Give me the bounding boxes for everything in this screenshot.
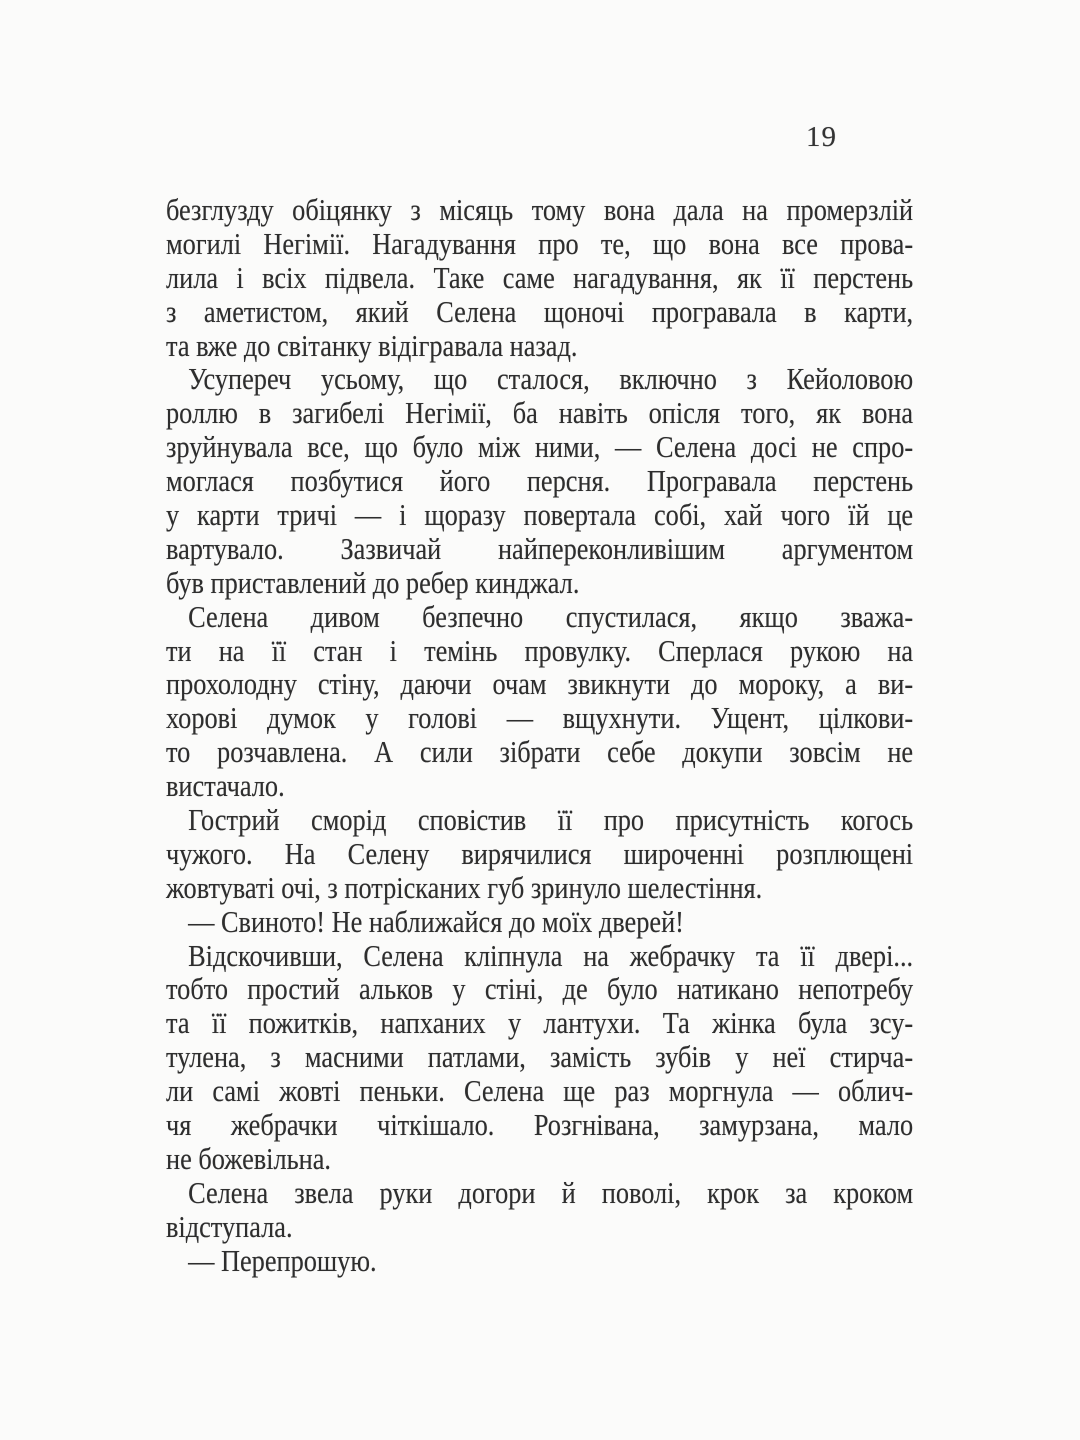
- text-line: то розчавлена. А сили зібрати себе докупи зовсім не: [166, 734, 914, 770]
- paragraph: [166, 600, 913, 803]
- text-line: Відскочивши, Селена кліпнула на жебрачку та її двері...: [188, 937, 914, 973]
- text-line: жовтуваті очі, з потрісканих губ зринуло шелестіння.: [166, 869, 763, 905]
- paragraph-dialogue: [166, 905, 913, 939]
- paragraph-dialogue: [166, 1244, 913, 1278]
- text-line: був приставлений до ребер кинджал.: [166, 564, 580, 600]
- text-line: — Свиното! Не наближайся до моїх дверей!: [188, 903, 684, 939]
- text-line: Усупереч усьому, що сталося, включно з Кейоловою: [188, 361, 914, 397]
- text-line: з аметистом, який Селена щоночі програвала в карти,: [166, 293, 914, 329]
- text-line: вартувало. Зазвичай найпереконливішим аргументом: [166, 530, 914, 566]
- text-line: тулена, з масними патлами, замість зубів у неї стирча-: [166, 1039, 914, 1075]
- paragraph: [166, 193, 913, 362]
- text-line: — Перепрошую.: [188, 1242, 377, 1278]
- text-line: ти на її стан і темінь провулку. Сперлася рукою на: [166, 632, 914, 668]
- text-line: чужого. На Селену вирячилися широченні розплющені: [166, 835, 914, 871]
- text-line: вистачало.: [166, 768, 285, 804]
- paragraph: [166, 803, 913, 905]
- page-number: 19: [806, 121, 837, 153]
- text-line: у карти тричі — і щоразу повертала собі, хай чого їй це: [166, 497, 914, 533]
- text-line: ли самі жовті пеньки. Селена ще раз моргнула — облич-: [166, 1073, 914, 1109]
- text-line: Селена звела руки догори й поволі, крок за кроком: [188, 1174, 914, 1210]
- paragraph: [166, 1176, 913, 1244]
- text-line: та її пожитків, напханих у лантухи. Та жінка була зсу-: [166, 1005, 914, 1041]
- text-line: Гострий сморід сповістив її про присутність когось: [188, 802, 914, 838]
- text-line: моглася позбутися його персня. Програвала перстень: [166, 463, 914, 499]
- text-line: могилі Негімії. Нагадування про те, що вона все прова-: [166, 225, 914, 261]
- text-line: тобто простий альков у стіні, де було натикано непотребу: [166, 971, 914, 1007]
- text-line: відступала.: [166, 1208, 293, 1244]
- body-text: [166, 193, 913, 1278]
- text-line: зруйнувала все, що було між ними, — Селена досі не спро-: [166, 429, 914, 465]
- text-line: Селена дивом безпечно спустилася, якщо зважа-: [188, 598, 914, 634]
- text-line: хорові думок у голові — вщухнути. Ущент, цілкови-: [166, 700, 914, 736]
- text-line: чя жебрачки чіткішало. Розгнівана, замурзана, мало: [166, 1107, 914, 1143]
- text-line: прохолодну стіну, даючи очам звикнути до мороку, а ви-: [166, 666, 914, 702]
- text-line: безглузду обіцянку з місяць тому вона дала на промерзлій: [166, 192, 914, 227]
- text-line: та вже до світанку відігравала назад.: [166, 327, 578, 363]
- text-line: лила і всіх підвела. Таке саме нагадування, як її перстень: [166, 259, 914, 295]
- paragraph: [166, 939, 913, 1176]
- text-line: роллю в загибелі Негімії, ба навіть опісля того, як вона: [166, 395, 914, 431]
- paragraph: [166, 362, 913, 599]
- text-line: не божевільна.: [166, 1140, 331, 1176]
